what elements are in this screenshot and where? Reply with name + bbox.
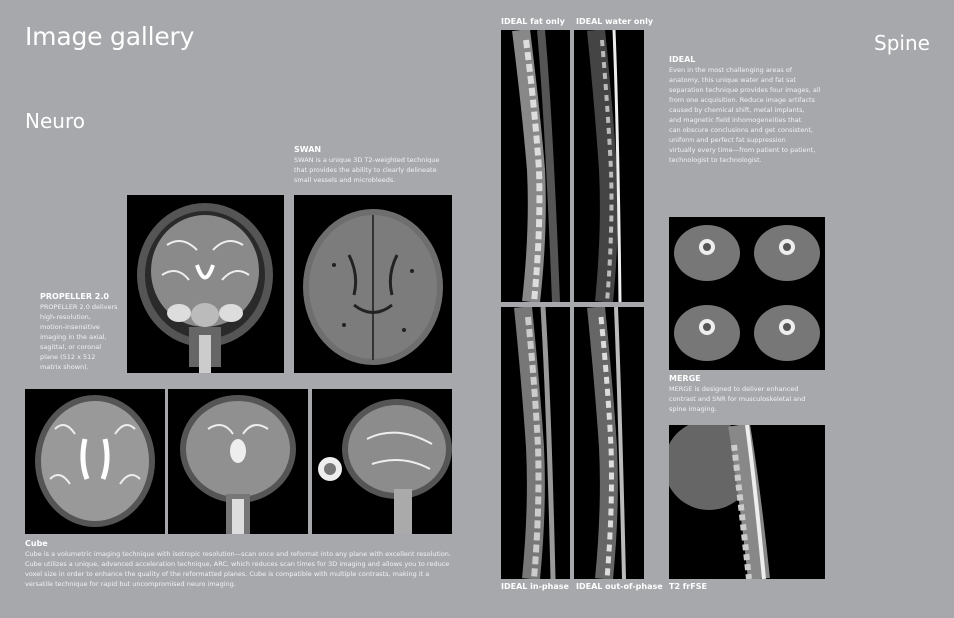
ideal-line: virtually every time—from patient to patient, xyxy=(669,146,816,154)
merge-image-grid xyxy=(669,217,825,370)
swan-axial-image xyxy=(294,195,452,373)
ideal-out-of-phase-image xyxy=(574,307,644,579)
propeller-title: PROPELLER 2.0 xyxy=(40,292,109,301)
t2-frfse-label: T2 frFSE xyxy=(669,582,707,591)
swan-title: SWAN xyxy=(294,145,322,154)
ideal-title: IDEAL xyxy=(669,55,696,64)
propeller-line: matrix shown). xyxy=(40,363,89,371)
propeller-line: plane (512 x 512 xyxy=(40,353,96,361)
merge-line: contrast and SNR for musculoskeletal and xyxy=(669,395,806,403)
ideal-line: technologist to technologist. xyxy=(669,156,762,164)
merge-title: MERGE xyxy=(669,374,701,383)
propeller-line: high-resolution, xyxy=(40,313,91,321)
ideal-line: from one acquisition. Reduce image artifacts xyxy=(669,96,815,104)
ideal-line: caused by chemical shift, metal implants, xyxy=(669,106,805,114)
propeller-line: PROPELLER 2.0 delivers xyxy=(40,303,118,311)
cube-title: Cube xyxy=(25,539,48,548)
page-title: Image gallery xyxy=(25,22,195,51)
cube-caption xyxy=(25,539,451,589)
merge-caption xyxy=(669,374,805,414)
ideal-water-only-label: IDEAL water only xyxy=(576,17,654,26)
ideal-line: anatomy, this unique water and fat sat xyxy=(669,76,796,84)
spine-section-title: Spine xyxy=(874,31,930,55)
ideal-fat-only-label: IDEAL fat only xyxy=(501,17,565,26)
propeller-caption xyxy=(40,292,118,372)
ideal-line: uniform and perfect fat suppression xyxy=(669,136,786,144)
propeller-coronal-image xyxy=(127,195,284,373)
swan-line: that provides the ability to clearly delineate xyxy=(294,166,437,174)
cube-line: Cube is a volumetric imaging technique with isotropic resolution—scan once and reformat into any plane with excellent resolution. xyxy=(25,550,451,558)
ideal-line: and magnetic field inhomogeneities that xyxy=(669,116,802,124)
cube-axial-image xyxy=(25,389,165,534)
cube-coronal-image xyxy=(168,389,308,534)
ideal-fat-only-image xyxy=(501,30,570,302)
propeller-line: sagittal, or coronal xyxy=(40,343,102,351)
neuro-section-title: Neuro xyxy=(25,109,85,133)
swan-line: SWAN is a unique 3D T2-weighted technique xyxy=(294,156,440,164)
cube-line: voxel size in order to enhance the quality of the reformatted planes. Cube is compatible with multiple contrasts, making it a xyxy=(25,570,430,578)
ideal-caption xyxy=(669,55,821,165)
ideal-line: can obscure conclusions and get consistent, xyxy=(669,126,813,134)
ideal-line: Even in the most challenging areas of xyxy=(669,66,793,74)
ideal-line: separation technique provides four images, all xyxy=(669,86,821,94)
cube-line: Cube utilizes a unique, advanced acceleration technique, ARC, which reduces scan times for 3D imaging and allows you to reduce xyxy=(25,560,450,568)
ideal-out-of-phase-label: IDEAL out-of-phase xyxy=(576,582,663,591)
swan-caption xyxy=(294,145,439,185)
t2-frfse-image xyxy=(669,425,825,579)
ideal-in-phase-label: IDEAL in-phase xyxy=(501,582,569,591)
merge-line: MERGE is designed to deliver enhanced xyxy=(669,385,799,393)
propeller-line: imaging in the axial, xyxy=(40,333,107,341)
cube-line: versatile technique for rapid but uncompromised neuro imaging. xyxy=(25,580,236,588)
cube-sagittal-image xyxy=(312,389,452,534)
merge-line: spine imaging. xyxy=(669,405,717,413)
ideal-water-only-image xyxy=(574,30,644,302)
swan-line: small vessels and microbleeds. xyxy=(294,176,396,184)
ideal-in-phase-image xyxy=(501,307,570,579)
propeller-line: motion-insensitive xyxy=(40,323,100,331)
